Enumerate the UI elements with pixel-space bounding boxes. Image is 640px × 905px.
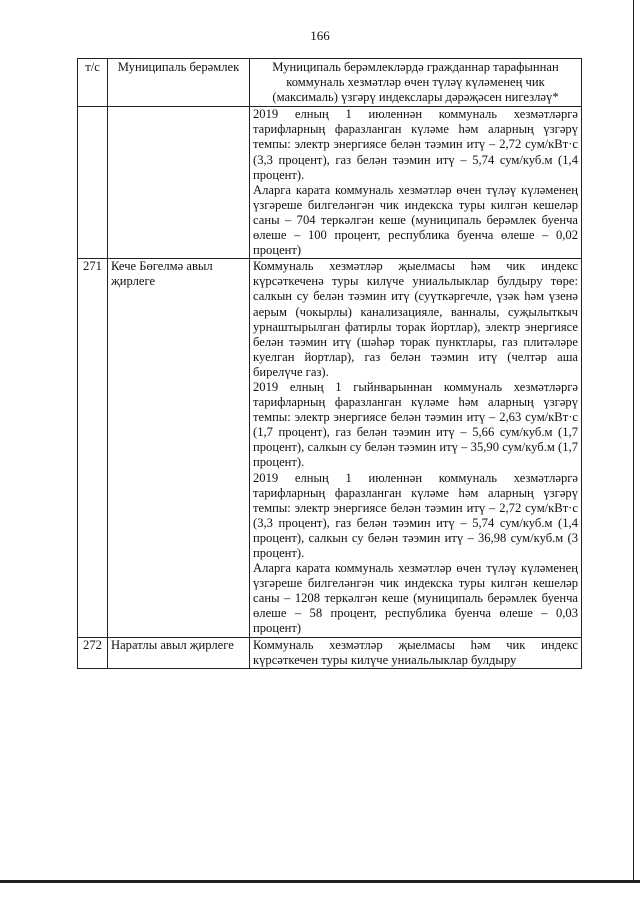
row-description bbox=[250, 259, 582, 637]
row-number: 272 bbox=[78, 637, 108, 668]
row-paragraph: 2019 елның 1 гыйнварыннан коммуналь хезмәтләргә тарифларның фаразланган күләме һәм аларның үзгәрү темпы: электр энергиясе белән тәэмин итү – 2,63 сум/кВт·с (1,7 процент), газ белән тәэмин итү – 5,66 сум/куб.м (1,7 процент), салкын су белән тәэмин итү – 35,90 сум/куб.м (1,7 процент). bbox=[253, 379, 578, 470]
row-paragraph: Аларга карата коммуналь хезмәтләр өчен түләү күләменең үзгәреше билгеләнгән чик индекска туры килгән кешеләр саны – 1208 теркәлгән кеше (муниципаль берәмлек буенча өлеше – 58 процент, республика буенча өлеше – 0,03 процент) bbox=[253, 561, 578, 636]
table-header-row bbox=[78, 59, 582, 107]
table-row bbox=[78, 259, 582, 637]
scan-edge-right bbox=[633, 0, 634, 882]
row-municipality: Кече Бөгелмә авыл җирлеге bbox=[108, 259, 250, 637]
row-municipality: Наратлы авыл җирлеге bbox=[108, 637, 250, 668]
row-paragraph: Коммуналь хезмәтләр җыелмасы һәм чик индекс күрсәткечен туры килүче униальлыклар булдыру bbox=[253, 637, 578, 667]
scan-edge-bottom bbox=[0, 880, 640, 883]
header-municipality: Муниципаль берәмлек bbox=[108, 59, 250, 107]
header-index-justification: Муниципаль берәмлекләрдә гражданнар тарафыннан коммуналь хезмәтләр өчен түләү күләменең чик (максималь) үзгәрү индекслары дәрәҗәсен нигезләү* bbox=[250, 59, 582, 107]
row-paragraph: 2019 елның 1 июленнән коммуналь хезмәтләргә тарифларның фаразланган күләме һәм аларның үзгәрү темпы: электр энергиясе белән тәэмин итү – 2,72 сум/кВт·с (3,3 процент), газ белән тәэмин итү – 5,74 сум/куб.м (1,4 процент), салкын су белән тәэмин итү – 36,98 сум/куб.м (3 процент). bbox=[253, 470, 578, 560]
row-description bbox=[250, 637, 582, 668]
row-municipality bbox=[108, 107, 250, 259]
table-row bbox=[78, 107, 582, 259]
row-number: 271 bbox=[78, 259, 108, 637]
row-paragraph: Аларга карата коммуналь хезмәтләр өчен түләү күләменең үзгәреше билгеләнгән чик индекска туры килгән кешеләр саны – 704 теркәлгән кеше (муниципаль берәмлек буенча өлеше – 100 процент, республика буенча өлеше – 0,02 процент) bbox=[253, 182, 578, 258]
row-description bbox=[250, 107, 582, 259]
page-number: 166 bbox=[310, 28, 330, 43]
tariff-index-table bbox=[77, 58, 582, 669]
row-number bbox=[78, 107, 108, 259]
row-paragraph: Коммуналь хезмәтләр җыелмасы һәм чик индекс күрсәткеченә туры килүче униальлыклар булдыру төре: салкын су белән тәэмин итү (суүткәргечле, үзәк һәм үзенә аерым (чокырлы) канализацияле, ванналы, суҗылыткыч урнаштырылган фатирлы торак йортлар), электр энергиясе белән тәэмин итү (шәһәр торак пунктлары, газ плитәләре куелган йортлар), газ белән тәэмин итү (челтәр аша бирелүче газ). bbox=[253, 259, 578, 379]
header-number: т/с bbox=[78, 59, 108, 107]
table-row bbox=[78, 637, 582, 668]
row-paragraph: 2019 елның 1 июленнән коммуналь хезмәтләргә тарифларның фаразланган күләме һәм аларның үзгәрү темпы: электр энергиясе белән тәэмин итү – 2,72 сум/кВт·с (3,3 процент), газ белән тәэмин итү – 5,74 сум/куб.м (1,4 процент). bbox=[253, 107, 578, 182]
